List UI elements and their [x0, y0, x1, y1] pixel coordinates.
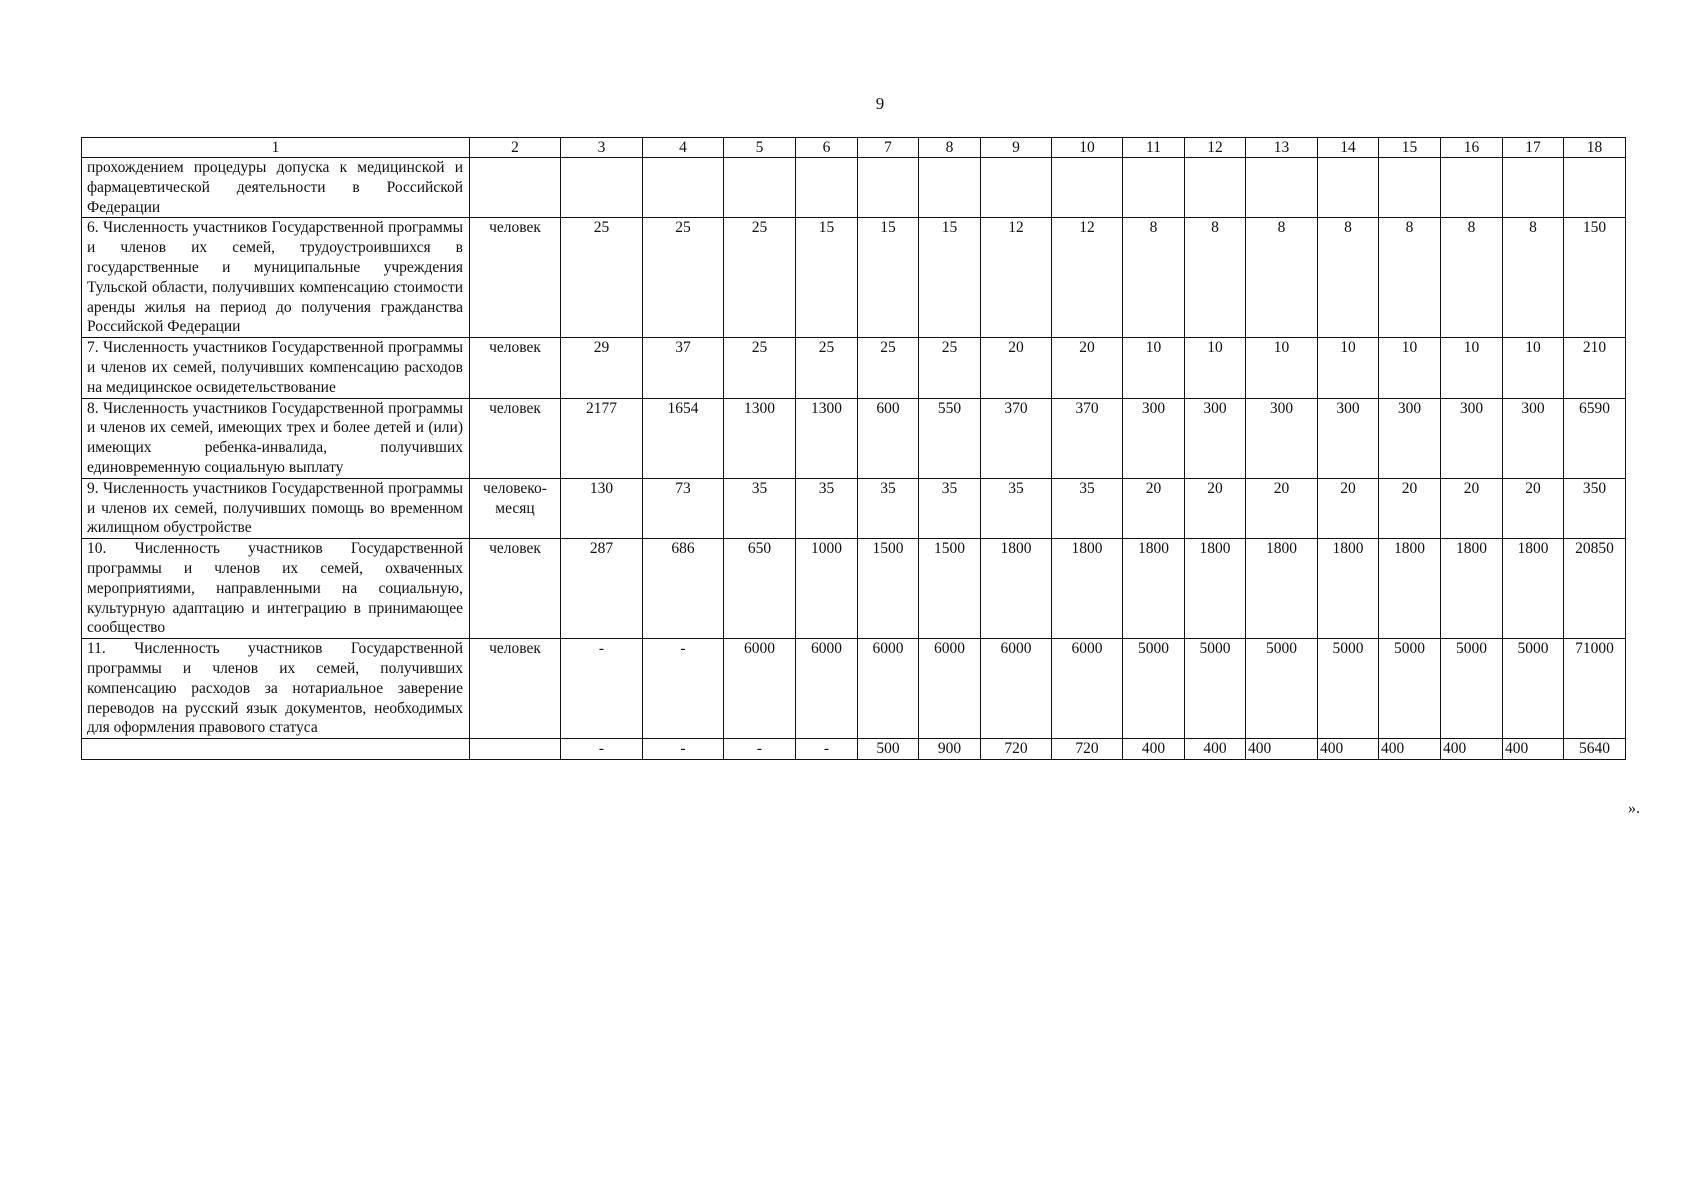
value-cell: 20 [1318, 478, 1379, 538]
header-cell: 3 [561, 138, 643, 158]
value-cell: 15 [919, 218, 981, 338]
unit-cell: человек [470, 338, 561, 398]
header-cell: 16 [1441, 138, 1503, 158]
value-cell: 400 [1379, 739, 1441, 760]
page-number: 9 [875, 94, 885, 113]
value-cell: 37 [643, 338, 724, 398]
unit-cell: человек [470, 539, 561, 639]
indicator-name-cell: 10. Численность участников Государственной программы и членов их семей, охваченных мероприятиями, направленными на социальную, культурную адаптацию и интеграцию в принимающее сообщество [82, 539, 470, 639]
value-cell: 720 [981, 739, 1052, 760]
value-cell: 400 [1185, 739, 1246, 760]
value-cell: 8 [1123, 218, 1185, 338]
value-cell: 20 [1185, 478, 1246, 538]
header-cell: 10 [1052, 138, 1123, 158]
indicator-name-cell: 6. Численность участников Государственной программы и членов их семей, трудоустроившихся в государственные и муниципальные учреждения Тульской области, получивших компенсацию стоимости аренды жилья на период до получения гражданства Российской Федерации [82, 218, 470, 338]
value-cell: - [561, 739, 643, 760]
value-cell: 5000 [1503, 639, 1564, 739]
unit-cell: человек [470, 218, 561, 338]
header-row [82, 138, 1626, 158]
value-cell: 6000 [858, 639, 919, 739]
value-cell: - [561, 639, 643, 739]
value-cell [1379, 158, 1441, 218]
value-cell: 370 [1052, 398, 1123, 478]
value-cell: 1800 [981, 539, 1052, 639]
unit-cell: человеко-месяц [470, 478, 561, 538]
value-cell: 25 [561, 218, 643, 338]
value-cell: 20 [1503, 478, 1564, 538]
header-cell: 12 [1185, 138, 1246, 158]
value-cell: 1800 [1441, 539, 1503, 639]
value-cell: 8 [1441, 218, 1503, 338]
value-cell: 25 [858, 338, 919, 398]
value-cell: 5000 [1246, 639, 1318, 739]
value-cell: 35 [858, 478, 919, 538]
value-cell [1123, 158, 1185, 218]
value-cell [724, 158, 796, 218]
value-cell: 300 [1318, 398, 1379, 478]
indicator-name-cell: прохождением процедуры допуска к медицинской и фармацевтической деятельности в Российской Федерации [82, 158, 470, 218]
header-cell: 11 [1123, 138, 1185, 158]
value-cell: 150 [1564, 218, 1626, 338]
value-cell [1503, 158, 1564, 218]
unit-cell: человек [470, 398, 561, 478]
value-cell: 5000 [1379, 639, 1441, 739]
value-cell: 8 [1318, 218, 1379, 338]
value-cell: 300 [1246, 398, 1318, 478]
value-cell: 686 [643, 539, 724, 639]
value-cell: 500 [858, 739, 919, 760]
indicator-name-cell [82, 739, 470, 760]
value-cell: 8 [1503, 218, 1564, 338]
value-cell: 1500 [858, 539, 919, 639]
value-cell: 1500 [919, 539, 981, 639]
value-cell: 20 [1052, 338, 1123, 398]
value-cell: - [643, 639, 724, 739]
header-cell: 13 [1246, 138, 1318, 158]
indicator-name-cell: 8. Численность участников Государственной программы и членов их семей, имеющих трех и более детей и (или) имеющих ребенка-инвалида, получивших единовременную социальную выплату [82, 398, 470, 478]
value-cell: 8 [1379, 218, 1441, 338]
header-cell: 8 [919, 138, 981, 158]
indicators-table [81, 137, 1626, 760]
unit-cell [470, 158, 561, 218]
value-cell [643, 158, 724, 218]
value-cell: 1800 [1503, 539, 1564, 639]
table-row [82, 338, 1626, 398]
header-cell: 18 [1564, 138, 1626, 158]
value-cell: 71000 [1564, 639, 1626, 739]
value-cell: 6000 [796, 639, 858, 739]
closing-quote-mark: ». [1628, 800, 1640, 817]
value-cell: 1800 [1318, 539, 1379, 639]
value-cell: 1800 [1185, 539, 1246, 639]
value-cell: 5000 [1441, 639, 1503, 739]
value-cell [858, 158, 919, 218]
value-cell: 10 [1246, 338, 1318, 398]
value-cell: 1800 [1246, 539, 1318, 639]
value-cell: 10 [1123, 338, 1185, 398]
table-row [82, 218, 1626, 338]
value-cell: 400 [1123, 739, 1185, 760]
value-cell: 12 [1052, 218, 1123, 338]
unit-cell: человек [470, 639, 561, 739]
value-cell: 300 [1123, 398, 1185, 478]
indicator-name-cell: 11. Численность участников Государственной программы и членов их семей, получивших компенсацию расходов за нотариальное заверение переводов на русский язык документов, необходимых для оформления правового статуса [82, 639, 470, 739]
value-cell: 1800 [1052, 539, 1123, 639]
value-cell: 130 [561, 478, 643, 538]
value-cell: 400 [1503, 739, 1564, 760]
value-cell: 6590 [1564, 398, 1626, 478]
indicator-name-cell: 9. Численность участников Государственной программы и членов их семей, получивших помощь во временном жилищном обустройстве [82, 478, 470, 538]
value-cell: 35 [919, 478, 981, 538]
header-cell: 5 [724, 138, 796, 158]
value-cell: 12 [981, 218, 1052, 338]
value-cell: 5000 [1185, 639, 1246, 739]
value-cell: 550 [919, 398, 981, 478]
table-body [82, 138, 1626, 760]
value-cell: 2177 [561, 398, 643, 478]
value-cell: 25 [796, 338, 858, 398]
value-cell [1246, 158, 1318, 218]
value-cell: 1654 [643, 398, 724, 478]
value-cell: 20 [1379, 478, 1441, 538]
value-cell: 1800 [1123, 539, 1185, 639]
value-cell: 1300 [724, 398, 796, 478]
value-cell: 8 [1246, 218, 1318, 338]
value-cell [796, 158, 858, 218]
value-cell: 300 [1441, 398, 1503, 478]
value-cell: 5000 [1318, 639, 1379, 739]
value-cell: 15 [858, 218, 919, 338]
value-cell [919, 158, 981, 218]
value-cell: 35 [724, 478, 796, 538]
header-cell: 4 [643, 138, 724, 158]
value-cell: 73 [643, 478, 724, 538]
value-cell: 6000 [1052, 639, 1123, 739]
table-row [82, 478, 1626, 538]
table-row [82, 158, 1626, 218]
value-cell: 25 [724, 338, 796, 398]
value-cell [1564, 158, 1626, 218]
value-cell: 287 [561, 539, 643, 639]
value-cell: 10 [1185, 338, 1246, 398]
value-cell: 900 [919, 739, 981, 760]
value-cell: 350 [1564, 478, 1626, 538]
value-cell: 600 [858, 398, 919, 478]
header-cell: 14 [1318, 138, 1379, 158]
value-cell: 1800 [1379, 539, 1441, 639]
header-cell: 17 [1503, 138, 1564, 158]
value-cell: 35 [1052, 478, 1123, 538]
table-row [82, 639, 1626, 739]
value-cell: 25 [724, 218, 796, 338]
value-cell: 6000 [981, 639, 1052, 739]
value-cell: 20 [981, 338, 1052, 398]
header-cell: 9 [981, 138, 1052, 158]
value-cell: - [643, 739, 724, 760]
value-cell: 35 [981, 478, 1052, 538]
value-cell: 6000 [919, 639, 981, 739]
header-cell: 6 [796, 138, 858, 158]
value-cell: 8 [1185, 218, 1246, 338]
value-cell: 300 [1185, 398, 1246, 478]
value-cell: 1300 [796, 398, 858, 478]
value-cell: 20 [1123, 478, 1185, 538]
value-cell: 1000 [796, 539, 858, 639]
value-cell: 10 [1318, 338, 1379, 398]
value-cell: 29 [561, 338, 643, 398]
value-cell: 400 [1441, 739, 1503, 760]
value-cell: - [796, 739, 858, 760]
value-cell: 6000 [724, 639, 796, 739]
value-cell: 5640 [1564, 739, 1626, 760]
value-cell [1318, 158, 1379, 218]
header-cell: 1 [82, 138, 470, 158]
table-row [82, 739, 1626, 760]
value-cell: 20850 [1564, 539, 1626, 639]
value-cell: 10 [1503, 338, 1564, 398]
header-cell: 7 [858, 138, 919, 158]
table-row [82, 539, 1626, 639]
unit-cell [470, 739, 561, 760]
value-cell: 20 [1246, 478, 1318, 538]
value-cell: 15 [796, 218, 858, 338]
header-cell: 2 [470, 138, 561, 158]
value-cell: 35 [796, 478, 858, 538]
value-cell: - [724, 739, 796, 760]
value-cell: 20 [1441, 478, 1503, 538]
value-cell: 10 [1379, 338, 1441, 398]
value-cell: 650 [724, 539, 796, 639]
value-cell [1052, 158, 1123, 218]
value-cell: 300 [1379, 398, 1441, 478]
value-cell [981, 158, 1052, 218]
value-cell: 25 [643, 218, 724, 338]
table-row [82, 398, 1626, 478]
indicator-name-cell: 7. Численность участников Государственной программы и членов их семей, получивших компенсацию расходов на медицинское освидетельствование [82, 338, 470, 398]
value-cell: 400 [1246, 739, 1318, 760]
header-cell: 15 [1379, 138, 1441, 158]
value-cell: 300 [1503, 398, 1564, 478]
value-cell: 400 [1318, 739, 1379, 760]
value-cell [561, 158, 643, 218]
value-cell: 5000 [1123, 639, 1185, 739]
value-cell: 10 [1441, 338, 1503, 398]
value-cell: 25 [919, 338, 981, 398]
value-cell: 370 [981, 398, 1052, 478]
value-cell [1185, 158, 1246, 218]
value-cell [1441, 158, 1503, 218]
value-cell: 210 [1564, 338, 1626, 398]
value-cell: 720 [1052, 739, 1123, 760]
